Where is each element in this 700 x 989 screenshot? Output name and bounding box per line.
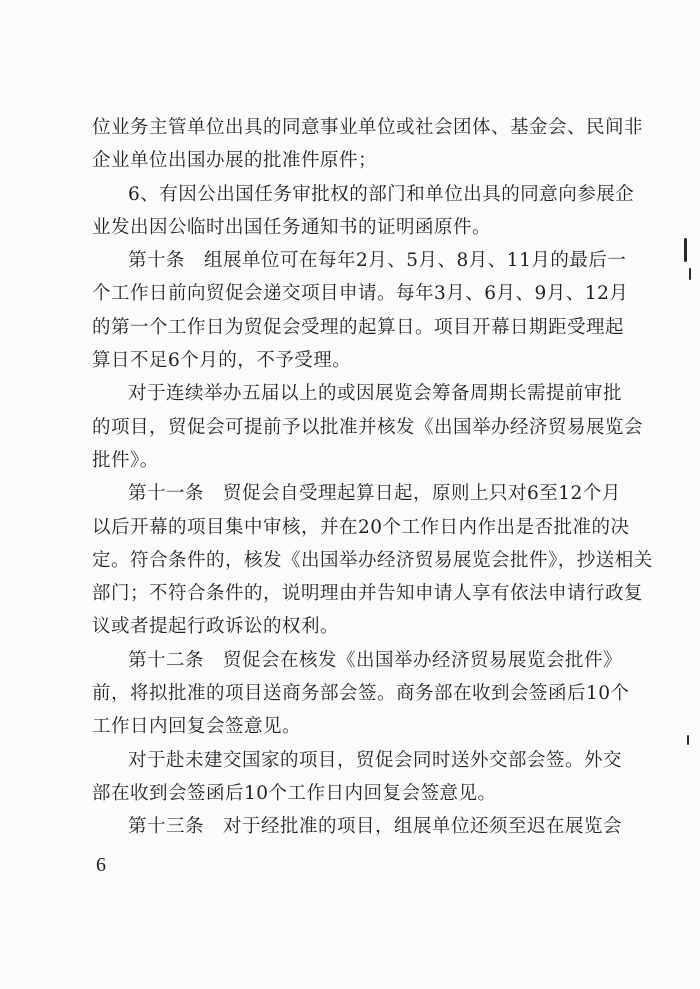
text-line: 批件》。 [92,449,159,471]
article-12-line: 第十二条 贸促会在核发《出国举办经济贸易展览会批件》 [128,649,623,671]
text-line: 的项目，贸促会可提前予以批准并核发《出国举办经济贸易展览会 [92,416,644,438]
scan-edge-mark [684,238,687,262]
text-line: 工作日内回复会签意见。 [92,716,302,738]
text-line: 对于赴未建交国家的项目，贸促会同时送外交部会签。外交 [128,749,623,771]
text-line: 以后开幕的项目集中审核，并在20个工作日内作出是否批准的决 [92,516,630,538]
scan-edge-mark [689,268,691,280]
article-11-line: 第十一条 贸促会自受理起算日起，原则上只对6至12个月 [128,483,621,505]
text-line: 的第一个工作日为贸促会受理的起算日。项目开幕日期距受理起 [92,316,625,338]
article-10-line: 第十条 组展单位可在每年2月、5月、8月、11月的最后一 [128,250,627,272]
article-13-line: 第十三条 对于经批准的项目，组展单位还须至迟在展览会 [128,816,623,838]
text-line: 对于连续举办五届以上的或因展览会筹备周期长需提前审批 [128,383,623,405]
text-line: 企业单位出国办展的批准件原件； [92,150,378,172]
body-text [92,111,653,844]
text-line: 前，将拟批准的项目送商务部会签。商务部在收到会签函后10个 [92,683,630,705]
text-line: 业发出因公临时出国任务通知书的证明函原件。 [92,216,492,238]
page-number: 6 [96,854,106,876]
text-line: 6、有因公出国任务审批权的部门和单位出具的同意向参展企 [128,183,635,205]
text-line: 部在收到会签函后10个工作日内回复会签意见。 [92,782,497,804]
text-line: 定。符合条件的，核发《出国举办经济贸易展览会批件》，抄送相关 [92,549,653,571]
text-line: 议或者提起行政诉讼的权利。 [92,616,340,638]
scan-edge-mark [687,735,689,745]
text-line: 部门；不符合条件的，说明理由并告知申请人享有依法申请行政复 [92,583,644,605]
text-line: 位业务主管单位出具的同意事业单位或社会团体、基金会、民间非 [92,117,644,138]
text-line: 个工作日前向贸促会递交项目申请。每年3月、6月、9月、12月 [92,283,629,305]
text-line: 算日不足6个月的，不予受理。 [92,350,352,372]
